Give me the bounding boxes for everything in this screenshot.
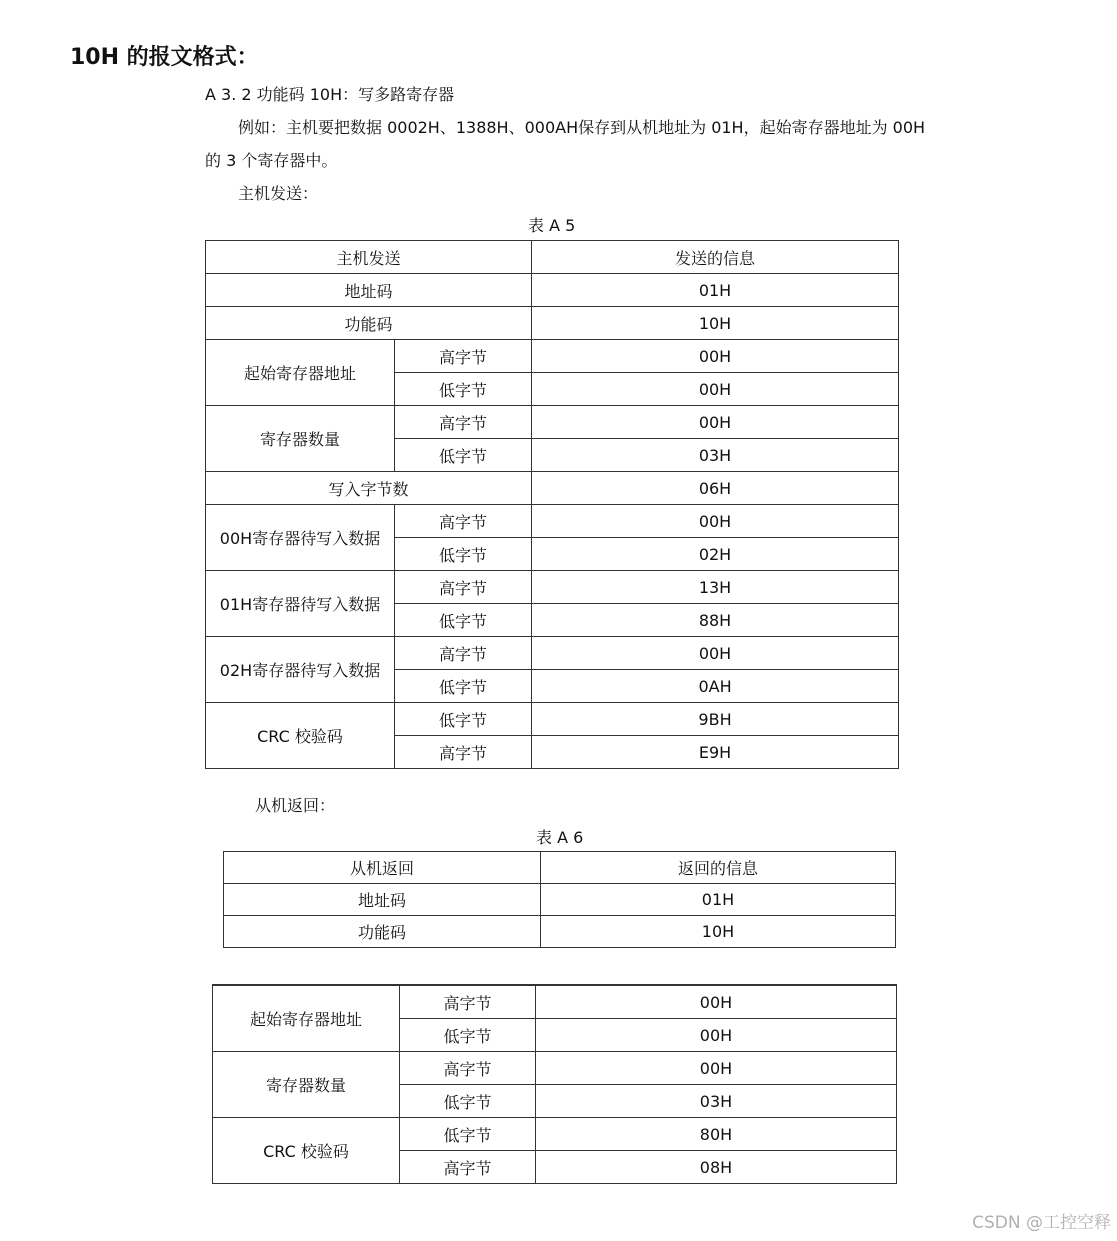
row-label: CRC 校验码 <box>206 703 395 769</box>
byte-label: 低字节 <box>395 703 532 736</box>
example-text-line2: 的 3 个寄存器中。 <box>205 151 338 170</box>
byte-label: 高字节 <box>395 340 532 373</box>
row-value: 88H <box>532 604 899 637</box>
table-a6-bottom <box>212 984 897 1184</box>
row-label: 00H寄存器待写入数据 <box>206 505 395 571</box>
row-value: 00H <box>532 505 899 538</box>
row-value: 00H <box>532 406 899 439</box>
byte-label: 低字节 <box>400 1085 536 1118</box>
byte-label: 高字节 <box>395 736 532 769</box>
byte-label: 低字节 <box>395 604 532 637</box>
row-value: 01H <box>541 884 896 916</box>
row-value: 03H <box>536 1085 897 1118</box>
table-row <box>206 406 899 439</box>
row-value: 08H <box>536 1151 897 1184</box>
table-row <box>213 985 897 1019</box>
row-value: 0AH <box>532 670 899 703</box>
row-value: 00H <box>536 1052 897 1085</box>
master-send-label: 主机发送： <box>238 184 319 203</box>
row-label: 地址码 <box>206 274 532 307</box>
row-label: 功能码 <box>206 307 532 340</box>
byte-label: 高字节 <box>400 1151 536 1184</box>
table-row <box>206 571 899 604</box>
row-value: 01H <box>532 274 899 307</box>
table-row <box>206 637 899 670</box>
table-row <box>206 472 899 505</box>
table5-caption: 表 A 5 <box>528 216 576 235</box>
row-label: 寄存器数量 <box>213 1052 400 1118</box>
row-label: 起始寄存器地址 <box>206 340 395 406</box>
header-cell: 主机发送 <box>206 241 532 274</box>
table-row <box>206 703 899 736</box>
byte-label: 高字节 <box>400 1052 536 1085</box>
byte-label: 高字节 <box>395 571 532 604</box>
header-cell: 从机返回 <box>224 852 541 884</box>
byte-label: 高字节 <box>400 985 536 1019</box>
table-row <box>206 274 899 307</box>
table-row <box>206 241 899 274</box>
row-value: 80H <box>536 1118 897 1151</box>
row-label: 起始寄存器地址 <box>213 985 400 1052</box>
row-value: 03H <box>532 439 899 472</box>
byte-label: 高字节 <box>395 505 532 538</box>
row-value: 02H <box>532 538 899 571</box>
row-value: 00H <box>532 373 899 406</box>
row-label: 写入字节数 <box>206 472 532 505</box>
page-heading: 10H 的报文格式： <box>70 45 259 70</box>
row-value: 13H <box>532 571 899 604</box>
row-label: 01H寄存器待写入数据 <box>206 571 395 637</box>
watermark: CSDN @工控空释 <box>972 1213 1111 1233</box>
row-value: E9H <box>532 736 899 769</box>
row-value: 06H <box>532 472 899 505</box>
row-label: 02H寄存器待写入数据 <box>206 637 395 703</box>
byte-label: 低字节 <box>395 373 532 406</box>
byte-label: 低字节 <box>395 538 532 571</box>
byte-label: 高字节 <box>395 637 532 670</box>
table6-caption: 表 A 6 <box>536 828 584 847</box>
table-row <box>206 340 899 373</box>
byte-label: 高字节 <box>395 406 532 439</box>
table-row <box>224 916 896 948</box>
table-a5 <box>205 240 899 769</box>
table-row <box>206 505 899 538</box>
row-label: CRC 校验码 <box>213 1118 400 1184</box>
row-label: 地址码 <box>224 884 541 916</box>
header-cell: 返回的信息 <box>541 852 896 884</box>
example-text-line1: 例如：主机要把数据 0002H、1388H、000AH保存到从机地址为 01H，起始寄存器地址为 00H <box>238 118 926 137</box>
byte-label: 低字节 <box>400 1118 536 1151</box>
row-value: 10H <box>532 307 899 340</box>
table-row <box>224 852 896 884</box>
table-a6-top <box>223 851 896 948</box>
row-value: 00H <box>532 340 899 373</box>
row-value: 10H <box>541 916 896 948</box>
byte-label: 低字节 <box>395 670 532 703</box>
row-value: 00H <box>536 1019 897 1052</box>
row-value: 9BH <box>532 703 899 736</box>
row-label: 寄存器数量 <box>206 406 395 472</box>
slave-return-label: 从机返回： <box>255 796 336 815</box>
row-value: 00H <box>532 637 899 670</box>
byte-label: 低字节 <box>395 439 532 472</box>
header-cell: 发送的信息 <box>532 241 899 274</box>
table-row <box>224 884 896 916</box>
byte-label: 低字节 <box>400 1019 536 1052</box>
row-label: 功能码 <box>224 916 541 948</box>
row-value: 00H <box>536 985 897 1019</box>
table-row <box>213 1118 897 1151</box>
table-row <box>206 307 899 340</box>
section-title: A 3. 2 功能码 10H：写多路寄存器 <box>205 85 455 104</box>
table-row <box>213 1052 897 1085</box>
